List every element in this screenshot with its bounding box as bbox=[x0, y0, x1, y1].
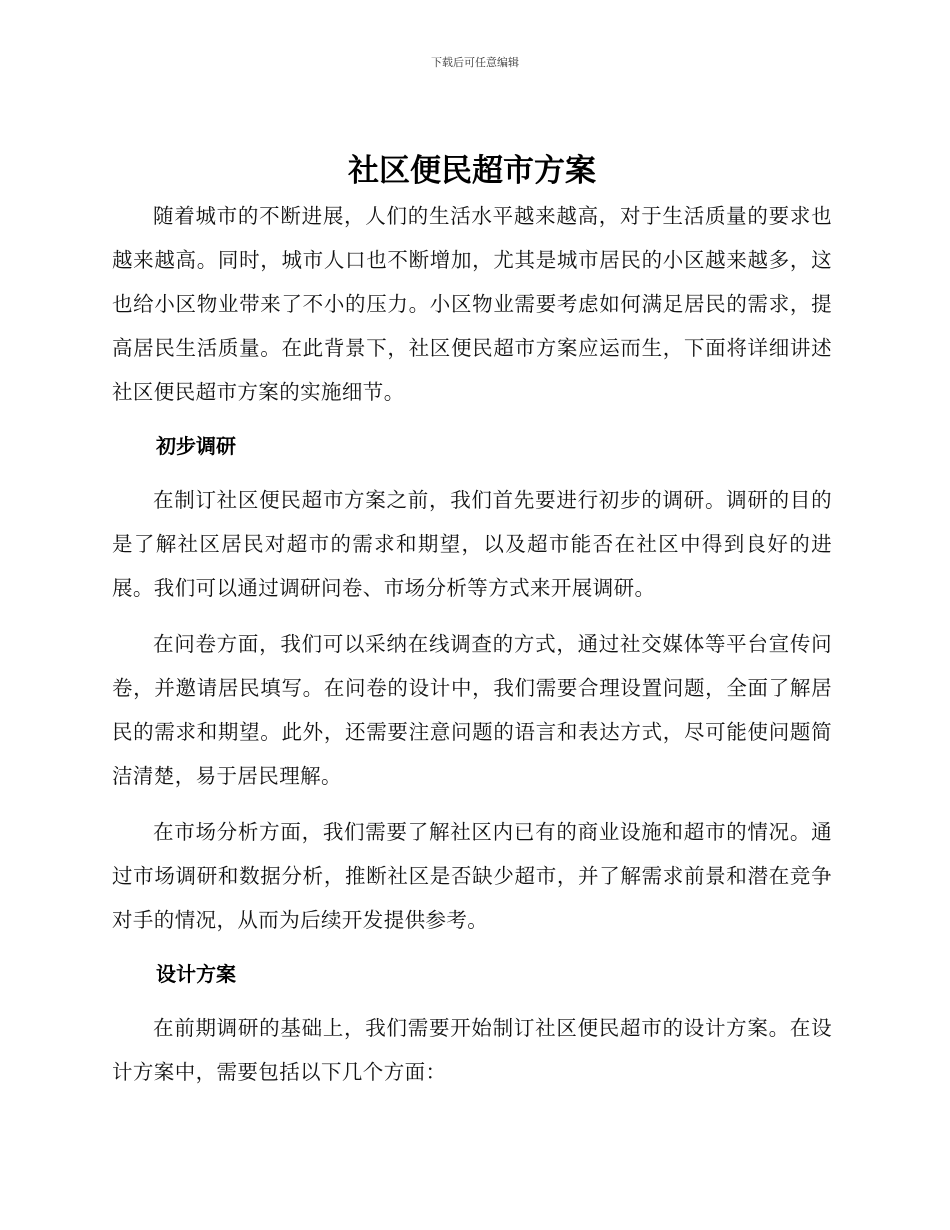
section-heading-design: 设计方案 bbox=[156, 962, 236, 986]
paragraph-intro: 随着城市的不断进展，人们的生活水平越来越高，对于生活质量的要求也越来越高。同时，城市人口也不断增加，尤其是城市居民的小区越来越多，这也给小区物业带来了不小的压力。小区物业需要考虑如何满足居民的需求，提高居民生活质量。在此背景下，社区便民超市方案应运而生，下面将详细讲述社区便民超市方案的实施细节。 bbox=[112, 204, 832, 404]
paragraph-research-1: 在制订社区便民超市方案之前，我们首先要进行初步的调研。调研的目的是了解社区居民对超市的需求和期望，以及超市能否在社区中得到良好的进展。我们可以通过调研问卷、市场分析等方式来开展调研。 bbox=[112, 488, 832, 600]
paragraph-research-3: 在市场分析方面，我们需要了解社区内已有的商业设施和超市的情况。通过市场调研和数据分析，推断社区是否缺少超市，并了解需求前景和潜在竞争对手的情况，从而为后续开发提供参考。 bbox=[112, 820, 832, 932]
paragraph-research-2: 在问卷方面，我们可以采纳在线调查的方式，通过社交媒体等平台宣传问卷，并邀请居民填写。在问卷的设计中，我们需要合理设置问题，全面了解居民的需求和期望。此外，还需要注意问题的语言和表达方式，尽可能使问题简洁清楚，易于居民理解。 bbox=[112, 632, 832, 788]
header-note: 下载后可任意编辑 bbox=[431, 56, 519, 69]
document-body bbox=[112, 148, 832, 1106]
document-title: 社区便民超市方案 bbox=[348, 153, 596, 189]
section-heading-research: 初步调研 bbox=[156, 434, 236, 458]
paragraph-design-1: 在前期调研的基础上，我们需要开始制订社区便民超市的设计方案。在设计方案中，需要包括以下几个方面： bbox=[112, 1016, 832, 1084]
